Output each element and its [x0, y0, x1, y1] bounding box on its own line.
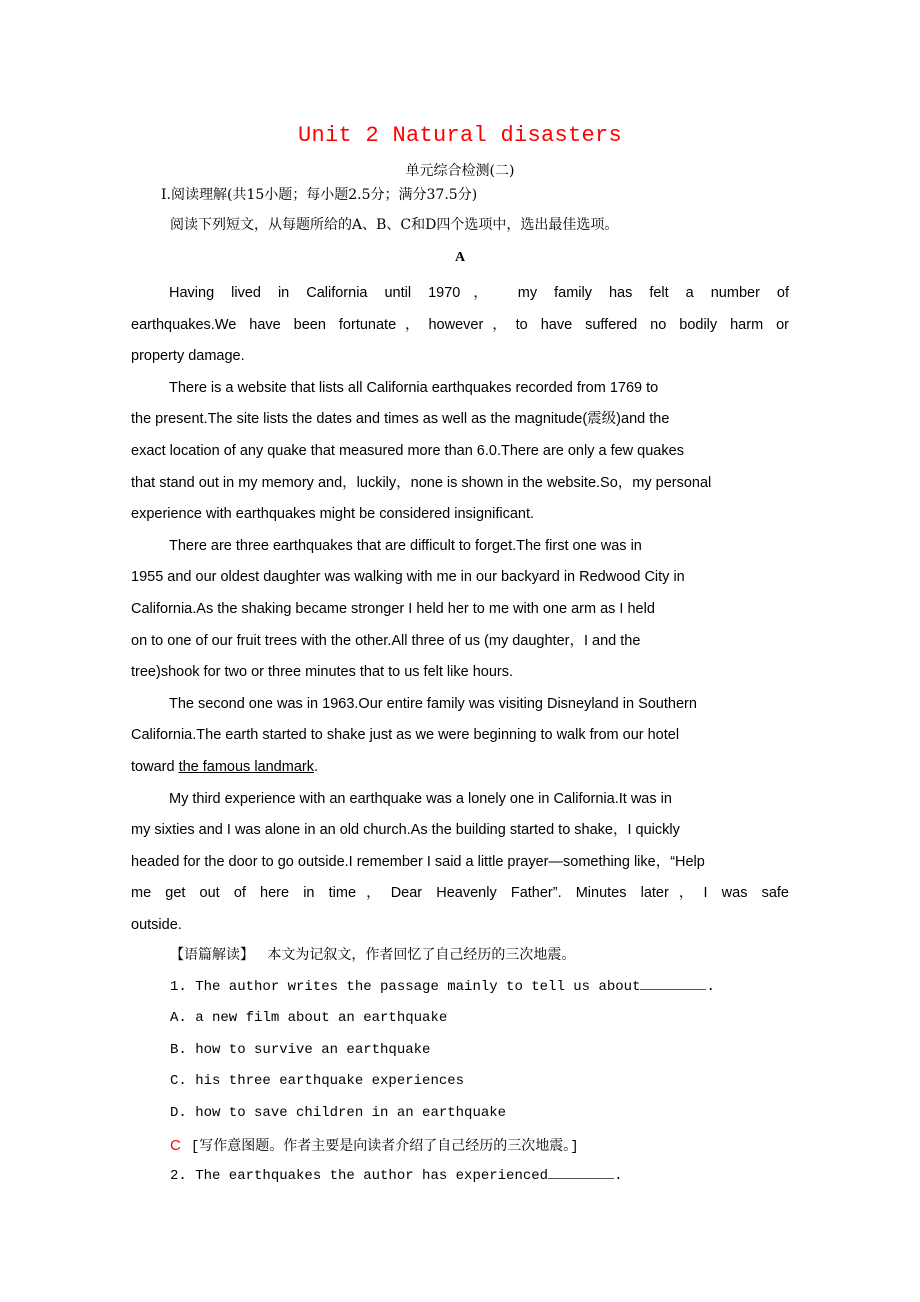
unit-title: Unit 2 Natural disasters [297, 123, 623, 148]
question-punct: . [614, 1168, 623, 1185]
passage-line: California.As the shaking became stronger I held her to me with one arm as I held [131, 600, 655, 617]
question-text: 2. The earthquakes the author has experienced [170, 1168, 549, 1185]
passage-line: My third experience with an earthquake was a lonely one in California.It was in [169, 790, 672, 807]
answer-explanation [170, 1130, 850, 1162]
reading-passage [131, 278, 841, 941]
question-1-stem [170, 972, 850, 1004]
option-d: D. how to save children in an earthquake [170, 1104, 507, 1121]
answer-blank [640, 975, 706, 990]
passage-line: There are three earthquakes that are difficult to forget.The first one was in [169, 537, 642, 554]
question-2-stem [170, 1161, 850, 1193]
passage-line: California.The earth started to shake just as we were beginning to walk from our hotel [131, 727, 680, 744]
analysis-text: 本文为记叙文，作者回忆了自己经历的三次地震。 [267, 947, 576, 963]
option-b: B. how to survive an earthquake [170, 1041, 431, 1058]
question-punct: . [706, 978, 715, 995]
passage-line: the present.The site lists the dates and times as well as the magnitude(震级)and the [131, 411, 670, 428]
passage-line: The second one was in 1963.Our entire family was visiting Disneyland in Southern [169, 695, 697, 712]
test-subtitle: 单元综合检测(二) [405, 163, 515, 179]
passage-line: exact location of any quake that measured more than 6.0.There are only a few quakes [131, 442, 684, 459]
passage-text: . [313, 758, 318, 775]
passage-line [131, 752, 841, 784]
section-heading: Ⅰ.阅读理解(共15小题；每小题2.5分；满分37.5分) [161, 187, 478, 203]
passage-line: There is a website that lists all California earthquakes recorded from 1769 to [169, 379, 659, 396]
question-text: 1. The author writes the passage mainly to tell us about [170, 978, 641, 995]
passage-line: property damage. [131, 348, 245, 365]
passage-text: toward [131, 758, 179, 775]
questions-section [170, 940, 850, 1193]
passage-label: A [454, 250, 466, 265]
passage-line: earthquakes.We have been fortunate，however，to have suffered no bodily harm or [131, 316, 789, 333]
answer-letter: C [170, 1136, 181, 1154]
passage-analysis [170, 940, 850, 972]
explanation-text: [写作意图题。作者主要是向读者介绍了自己经历的三次地震。] [190, 1138, 579, 1155]
analysis-label: 【语篇解读】 [170, 947, 254, 963]
passage-line: on to one of our fruit trees with the other.All three of us (my daughter，I and the [131, 632, 641, 649]
passage-line: outside. [131, 916, 182, 933]
passage-line: me get out of here in time，Dear Heavenly Father”. Minutes later，I was safe [131, 885, 789, 902]
option-a: A. a new film about an earthquake [170, 1010, 448, 1027]
underlined-phrase: the famous landmark [178, 758, 314, 775]
passage-line: 1955 and our oldest daughter was walking with me in our backyard in Redwood City in [131, 569, 685, 586]
passage-line: experience with earthquakes might be considered insignificant. [131, 506, 535, 523]
passage-line: my sixties and I was alone in an old church.As the building started to shake，I quickly [131, 822, 680, 839]
reading-instruction: 阅读下列短文，从每题所给的A、B、C和D四个选项中，选出最佳选项。 [170, 217, 619, 233]
answer-blank [548, 1164, 614, 1179]
passage-line: that stand out in my memory and，luckily，none is shown in the website.So，my personal [131, 474, 712, 491]
option-c: C. his three earthquake experiences [170, 1073, 465, 1090]
passage-line: headed for the door to go outside.I remember I said a little prayer—something like，“Help [131, 853, 705, 870]
passage-line: tree)shook for two or three minutes that to us felt like hours. [131, 664, 514, 681]
passage-line: Having lived in California until 1970， my family has felt a number of [169, 285, 789, 301]
